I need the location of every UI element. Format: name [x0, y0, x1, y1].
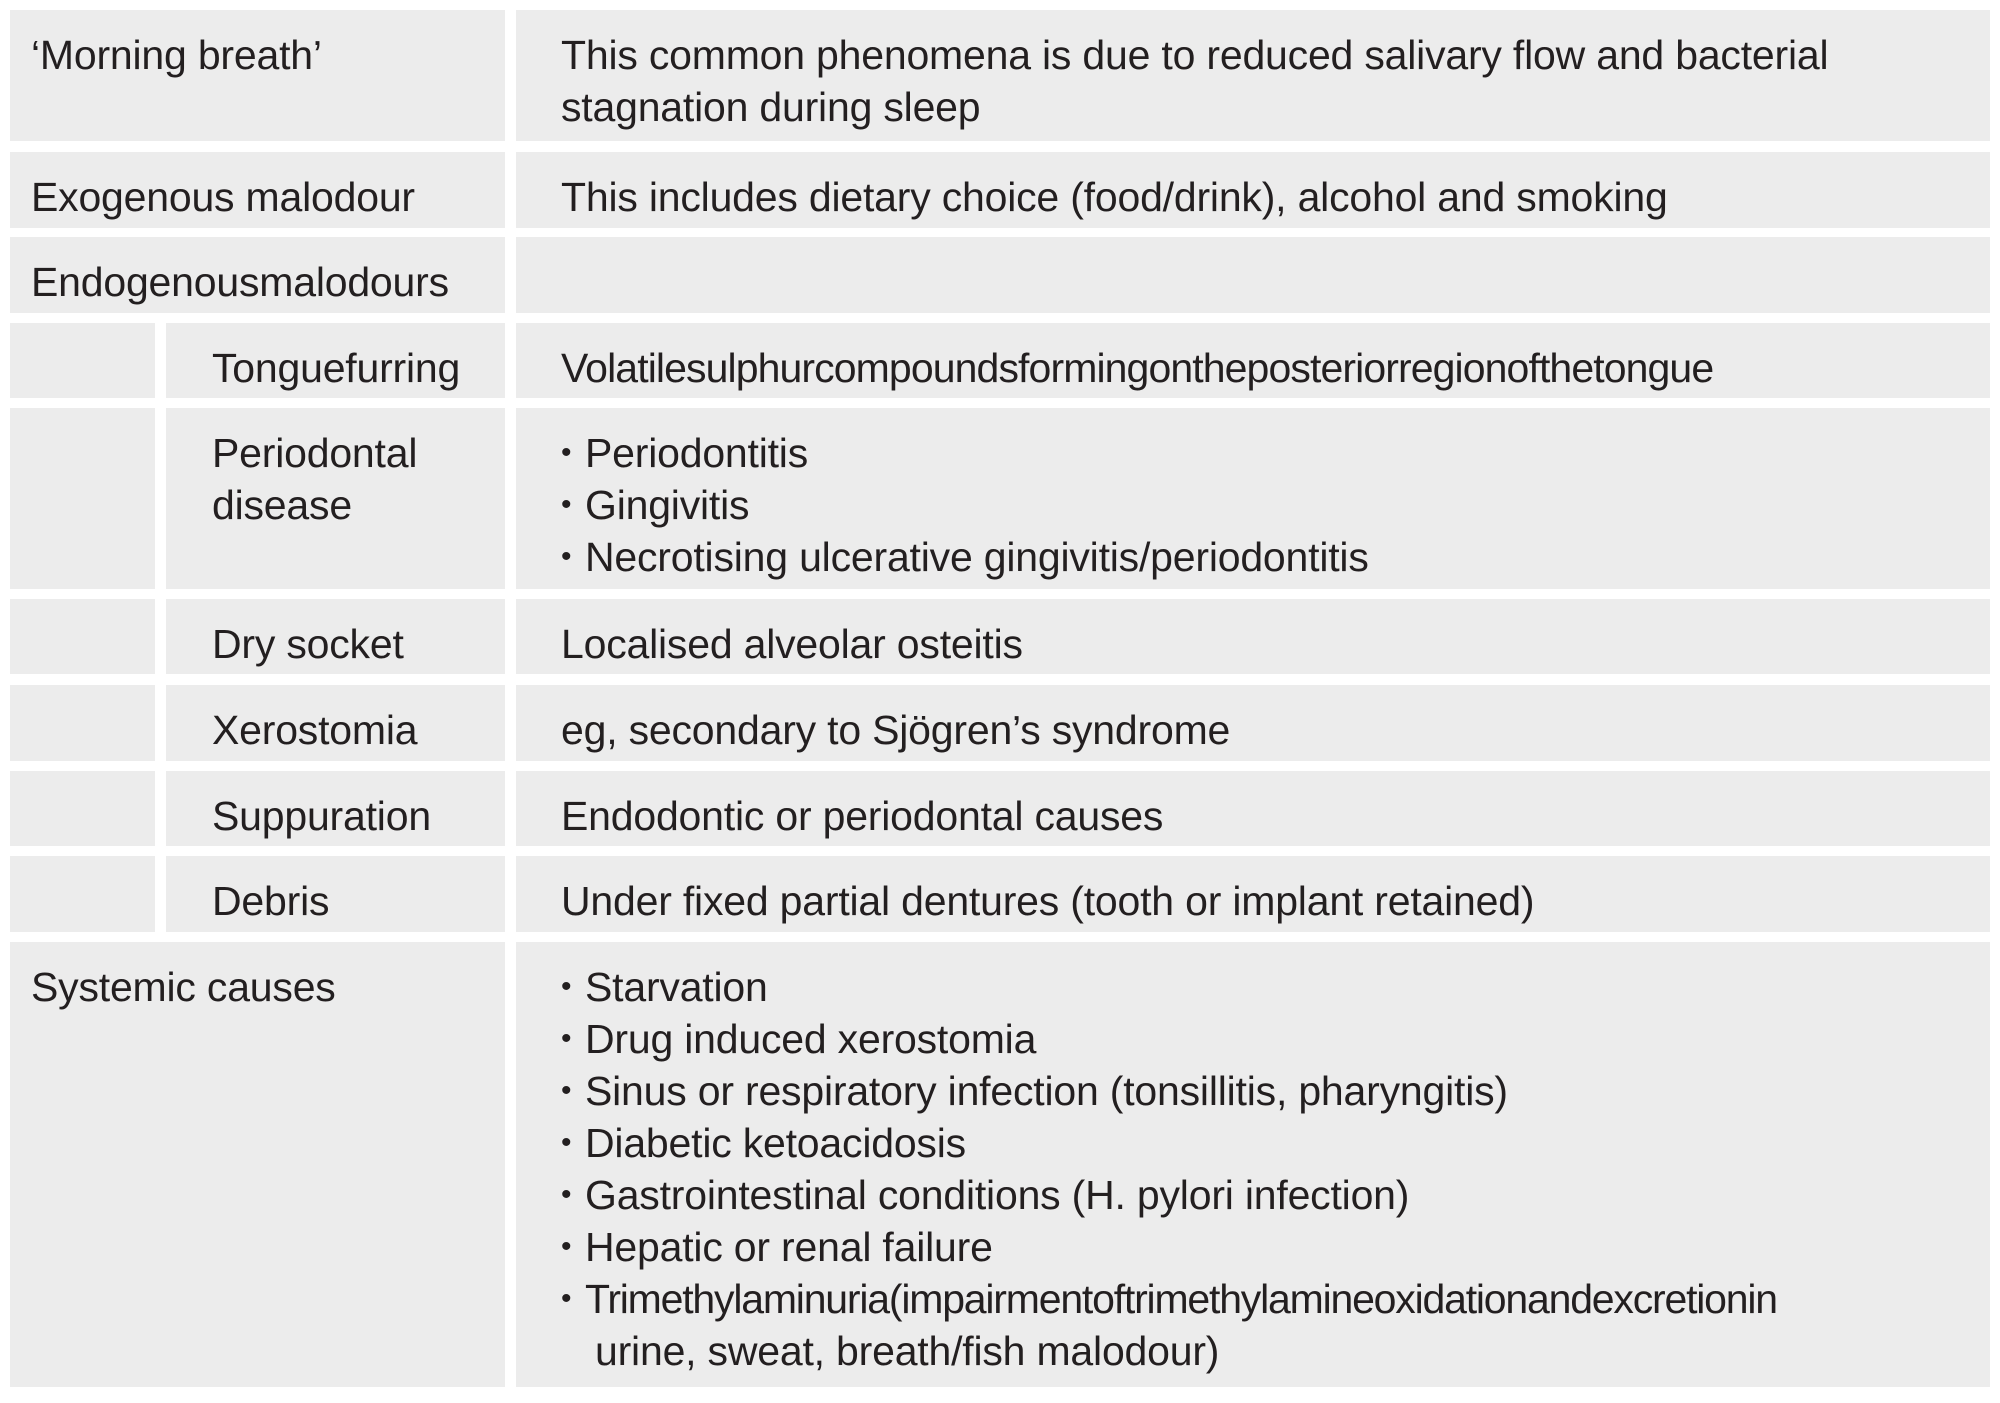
list-item: • Gingivitis: [561, 479, 1980, 531]
cause-description: Volatilesulphurcompoundsformingontheposteriorregionofthetongue: [516, 323, 1990, 398]
table-row-morning-breath: [0, 10, 2000, 141]
cause-label: Exogenous malodour: [10, 152, 505, 228]
bullet-list: [561, 961, 1980, 1325]
table-row-exogenous-malodour: [0, 152, 2000, 228]
cause-sublabel: Debris: [166, 856, 505, 932]
cause-sublabel: Tonguefurring: [166, 323, 505, 398]
list-item: • Necrotising ulcerative gingivitis/periodontitis: [561, 531, 1980, 583]
cause-label: ‘Morning breath’: [10, 10, 505, 141]
cause-label: Endogenousmalodours: [10, 237, 505, 313]
cause-description: This common phenomena is due to reduced salivary flow and bacterial stagnation during sleep: [516, 10, 1990, 141]
indent-cell: [10, 599, 155, 674]
cause-description: [516, 942, 1990, 1387]
indent-cell: [10, 771, 155, 846]
list-item: • Periodontitis: [561, 427, 1980, 479]
cause-description: eg, secondary to Sjögren’s syndrome: [516, 685, 1990, 761]
table-row-debris: [0, 856, 2000, 932]
list-item: • Hepatic or renal failure: [561, 1221, 1980, 1273]
list-item: • Starvation: [561, 961, 1980, 1013]
table-row-xerostomia: [0, 685, 2000, 761]
cause-description: Endodontic or periodontal causes: [516, 771, 1990, 846]
list-item: • Trimethylaminuria(impairmentoftrimethylamineoxidationandexcretionin: [561, 1273, 1980, 1325]
bullet-list: [561, 427, 1980, 583]
cause-sublabel: Suppuration: [166, 771, 505, 846]
list-item: • Diabetic ketoacidosis: [561, 1117, 1980, 1169]
list-item: • Drug induced xerostomia: [561, 1013, 1980, 1065]
table-row-systemic-causes: [0, 942, 2000, 1387]
cause-description: This includes dietary choice (food/drink), alcohol and smoking: [516, 152, 1990, 228]
cause-description: Localised alveolar osteitis: [516, 599, 1990, 674]
indent-cell: [10, 685, 155, 761]
cause-sublabel: [166, 408, 505, 589]
table-row-dry-socket: [0, 599, 2000, 674]
indent-cell: [10, 408, 155, 589]
table-row-tongue-furring: [0, 323, 2000, 398]
list-item-continuation: urine, sweat, breath/fish malodour): [595, 1328, 1220, 1374]
table-row-endogenous-malodours: [0, 237, 2000, 313]
list-item: • Sinus or respiratory infection (tonsillitis, pharyngitis): [561, 1065, 1980, 1117]
indent-cell: [10, 856, 155, 932]
cause-label: Systemic causes: [10, 942, 505, 1387]
table-row-periodontal-disease: [0, 408, 2000, 589]
cause-description: Under fixed partial dentures (tooth or implant retained): [516, 856, 1990, 932]
indent-cell: [10, 323, 155, 398]
cause-sublabel: Dry socket: [166, 599, 505, 674]
sublabel-line: disease: [212, 482, 352, 528]
sublabel-line: Periodontal: [212, 430, 418, 476]
cause-description: [516, 408, 1990, 589]
cause-description: [516, 237, 1990, 313]
cause-sublabel: Xerostomia: [166, 685, 505, 761]
table-row-suppuration: [0, 771, 2000, 846]
list-item: • Gastrointestinal conditions (H. pylori infection): [561, 1169, 1980, 1221]
